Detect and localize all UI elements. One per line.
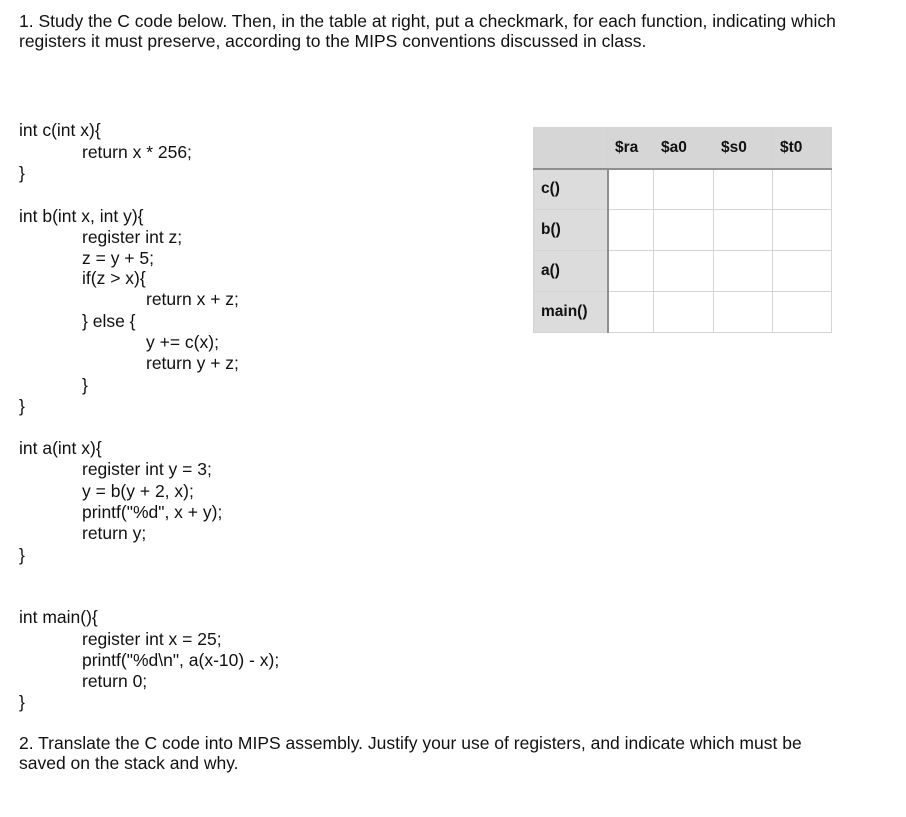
code-line: int b(int x, int y){	[19, 206, 144, 226]
code-line: int a(int x){	[19, 438, 102, 458]
checkbox-cell[interactable]	[608, 251, 654, 292]
column-header-a0: $a0	[654, 128, 714, 169]
checkbox-cell[interactable]	[608, 169, 654, 210]
checkbox-cell[interactable]	[714, 251, 773, 292]
code-line: return x * 256;	[82, 142, 192, 162]
code-line: return 0;	[82, 671, 148, 691]
code-line: register int z;	[82, 227, 183, 247]
checkbox-cell[interactable]	[714, 292, 773, 333]
code-line: int main(){	[19, 607, 98, 627]
code-line: return y;	[82, 523, 147, 543]
checkbox-cell[interactable]	[773, 251, 832, 292]
code-line: return y + z;	[146, 353, 239, 373]
code-line: int c(int x){	[19, 120, 101, 140]
checkbox-cell[interactable]	[714, 169, 773, 210]
code-line: }	[19, 545, 25, 565]
code-line: }	[19, 692, 25, 712]
table-row-b	[534, 210, 832, 251]
code-line: register int x = 25;	[82, 629, 222, 649]
checkbox-cell[interactable]	[773, 169, 832, 210]
code-line: }	[19, 163, 25, 183]
table-row-a	[534, 251, 832, 292]
row-header-c: c()	[534, 169, 608, 210]
row-header-a: a()	[534, 251, 608, 292]
row-header-b: b()	[534, 210, 608, 251]
column-header-t0: $t0	[773, 128, 832, 169]
question-2-text: 2. Translate the C code into MIPS assembly. Justify your use of registers, and indicate which must be saved on the stack and why.	[19, 733, 802, 773]
code-line: printf("%d", x + y);	[82, 502, 223, 522]
code-line: y = b(y + 2, x);	[82, 481, 194, 501]
table-row-main	[534, 292, 832, 333]
code-line: register int y = 3;	[82, 459, 212, 479]
code-line: return x + z;	[146, 289, 239, 309]
table-corner-cell	[534, 128, 608, 169]
checkbox-cell[interactable]	[608, 210, 654, 251]
checkbox-cell[interactable]	[608, 292, 654, 333]
row-header-main: main()	[534, 292, 608, 333]
checkbox-cell[interactable]	[654, 210, 714, 251]
table-row-c	[534, 169, 832, 210]
code-line: }	[19, 396, 25, 416]
checkbox-cell[interactable]	[654, 251, 714, 292]
code-line: z = y + 5;	[82, 248, 154, 268]
checkbox-cell[interactable]	[654, 292, 714, 333]
checkbox-cell[interactable]	[714, 210, 773, 251]
question-1-text: 1. Study the C code below. Then, in the table at right, put a checkmark, for each function, indicating which registers it must preserve, according to the MIPS conventions discussed in class.	[19, 11, 836, 51]
register-checkmark-table	[533, 127, 832, 333]
column-header-ra: $ra	[608, 128, 654, 169]
checkbox-cell[interactable]	[654, 169, 714, 210]
checkbox-cell[interactable]	[773, 292, 832, 333]
code-line: }	[82, 375, 88, 395]
column-header-s0: $s0	[714, 128, 773, 169]
code-line: y += c(x);	[146, 332, 219, 352]
code-line: printf("%d\n", a(x-10) - x);	[82, 650, 280, 670]
checkbox-cell[interactable]	[773, 210, 832, 251]
table-header-row	[534, 128, 832, 169]
code-line: } else {	[82, 311, 136, 331]
code-line: if(z > x){	[82, 268, 146, 288]
